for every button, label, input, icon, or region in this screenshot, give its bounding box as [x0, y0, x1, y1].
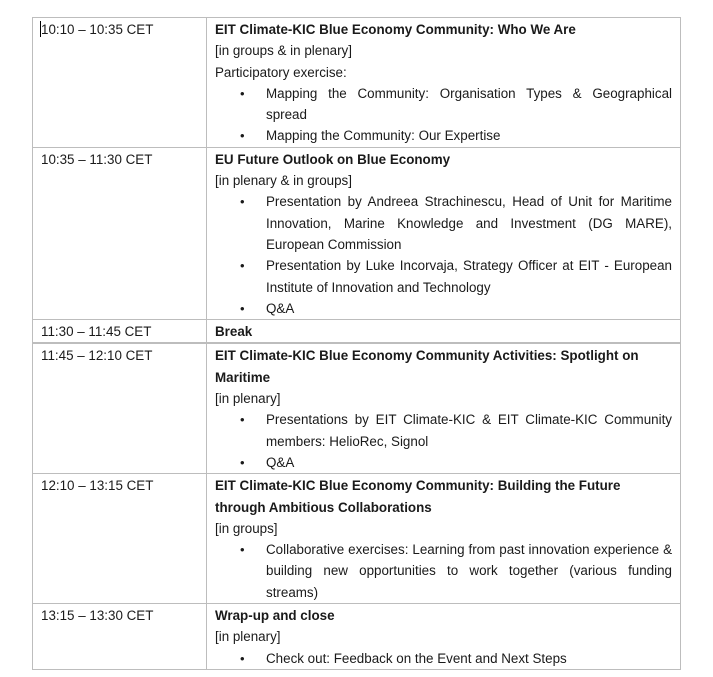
time-cell: [33, 604, 207, 670]
agenda-row: [33, 147, 681, 319]
time-cell: [33, 343, 207, 473]
session-cell: [207, 474, 681, 604]
time-cell: [33, 474, 207, 604]
time-label: 10:10 – 10:35 CET: [41, 22, 154, 37]
session-format: [in groups & in plenary]: [215, 43, 352, 59]
session-cell: [207, 320, 681, 344]
bullet-item: • Presentation by Luke Incorvaja, Strategy Officer at EIT - European Institute of Innovation and Technology: [215, 255, 672, 298]
session-format: [in plenary]: [215, 391, 281, 407]
agenda-row: [33, 18, 681, 148]
agenda-row: [33, 320, 681, 344]
session-format: [in plenary]: [215, 629, 281, 645]
session-title: EU Future Outlook on Blue Economy: [215, 151, 451, 167]
agenda-row: [33, 343, 681, 473]
time-cell: [33, 147, 207, 319]
bullet-item: • Q&A: [215, 452, 672, 473]
session-title: Wrap-up and close: [215, 608, 335, 624]
session-title: Break: [215, 324, 253, 340]
time-label: 13:15 – 13:30 CET: [41, 608, 154, 624]
session-format: [in groups]: [215, 520, 278, 536]
bullet-item: • Check out: Feedback on the Event and Next Steps: [215, 648, 672, 669]
session-bullets: [215, 648, 672, 669]
bullet-item: • Presentations by EIT Climate-KIC & EIT Climate-KIC Community members: HelioRec, Signol: [215, 409, 672, 452]
session-title: EIT Climate-KIC Blue Economy Community Activities: Spotlight on Maritime: [215, 348, 639, 385]
time-cell: [33, 320, 207, 344]
bullet-item: • Mapping the Community: Our Expertise: [215, 125, 672, 146]
time-label: 12:10 – 13:15 CET: [41, 478, 154, 494]
time-label: 11:30 – 11:45 CET: [41, 324, 152, 340]
time-label: 10:35 – 11:30 CET: [41, 151, 153, 167]
bullet-item: • Q&A: [215, 298, 672, 319]
session-cell: [207, 604, 681, 670]
session-format: [in plenary & in groups]: [215, 173, 352, 189]
session-cell: [207, 343, 681, 473]
session-title: EIT Climate-KIC Blue Economy Community: Who We Are: [215, 22, 576, 37]
time-cell: [33, 18, 207, 148]
bullet-item: • Mapping the Community: Organisation Types & Geographical spread: [215, 83, 672, 126]
bullet-item: • Collaborative exercises: Learning from past innovation experience & building new opportunities to work together (various funding streams): [215, 539, 672, 603]
session-bullets: [215, 191, 672, 319]
session-cell: [207, 18, 681, 148]
session-title: EIT Climate-KIC Blue Economy Community: Building the Future through Ambitious Collaborations: [215, 478, 621, 515]
agenda-row: [33, 474, 681, 604]
bullet-item: • Presentation by Andreea Strachinescu, Head of Unit for Maritime Innovation, Marine Knowledge and Investment (DG MARE), European Commission: [215, 191, 672, 255]
agenda-table: [32, 17, 681, 670]
agenda-row: [33, 604, 681, 670]
session-note: Participatory exercise:: [215, 64, 347, 80]
session-bullets: [215, 83, 672, 147]
time-label: 11:45 – 12:10 CET: [41, 348, 153, 364]
session-bullets: [215, 409, 672, 473]
session-cell: [207, 147, 681, 319]
session-bullets: [215, 539, 672, 603]
